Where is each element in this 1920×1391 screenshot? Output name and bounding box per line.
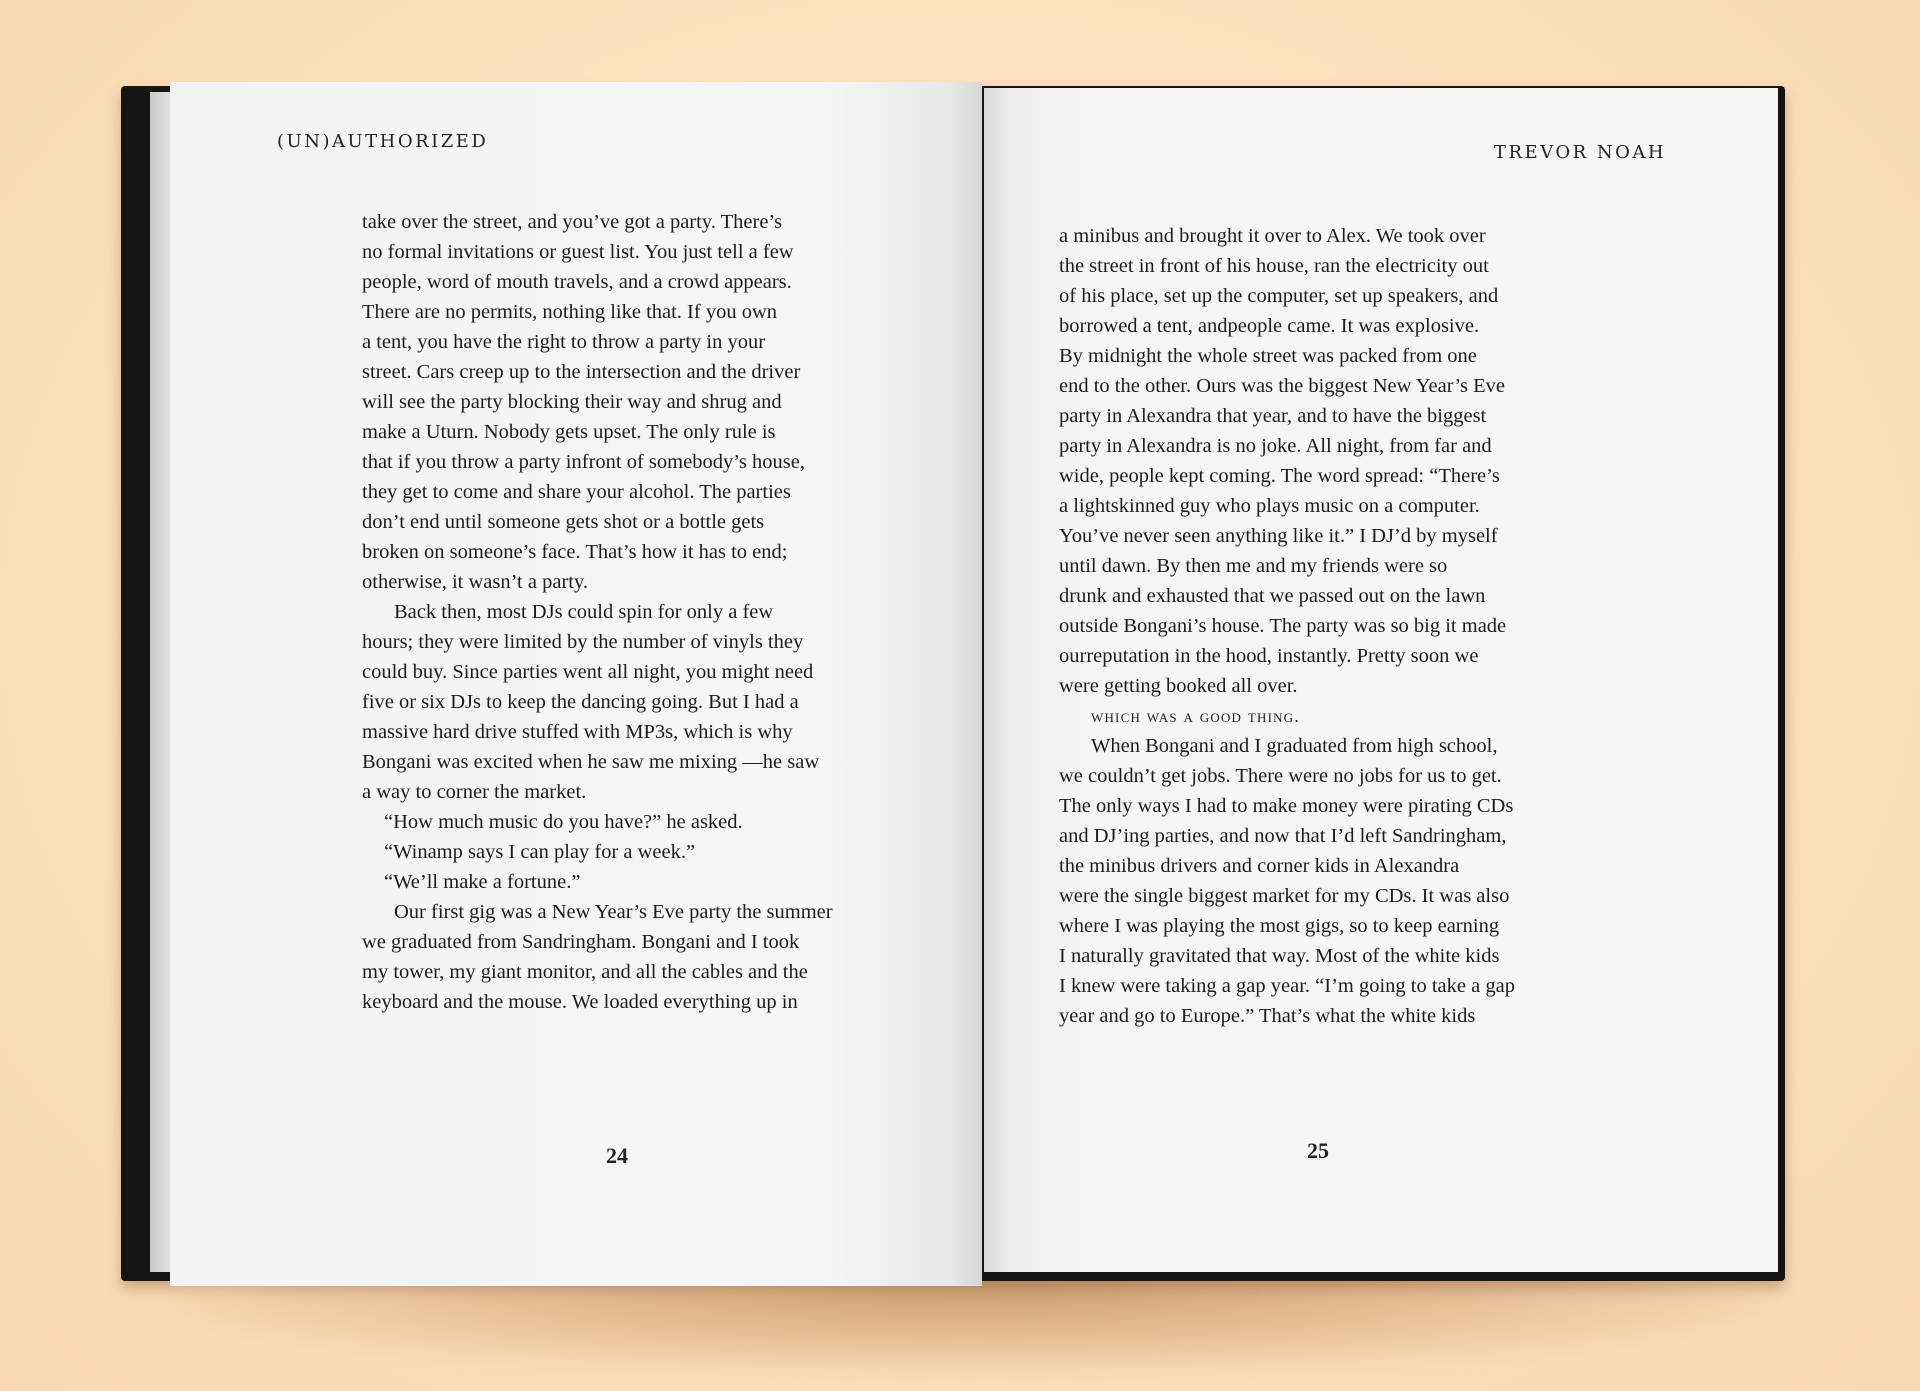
text-line: a minibus and brought it over to Alex. We took over — [1059, 225, 1486, 247]
text-line: they get to come and share your alcohol. The parties — [362, 481, 791, 503]
text-line: massive hard drive stuffed with MP3s, which is why — [362, 721, 793, 743]
text-line: and DJ’ing parties, and now that I’d left Sandringham, — [1059, 825, 1507, 847]
right-page-text — [1059, 221, 1619, 1031]
text-line: take over the street, and you’ve got a party. There’s — [362, 211, 783, 233]
page-number-left: 24 — [606, 1143, 628, 1168]
text-line: party in Alexandra that year, and to have the biggest — [1059, 405, 1487, 427]
text-line: hours; they were limited by the number of vinyls they — [362, 631, 804, 653]
text-line: borrowed a tent, andpeople came. It was explosive. — [1059, 315, 1480, 337]
text-line: a lightskinned guy who plays music on a computer. — [1059, 495, 1480, 517]
text-line: year and go to Europe.” That’s what the white kids — [1059, 1005, 1476, 1027]
text-line: drunk and exhausted that we passed out on the lawn — [1059, 585, 1486, 607]
text-line: don’t end until someone gets shot or a bottle gets — [362, 511, 765, 533]
text-line: Bongani was excited when he saw me mixing —he saw — [362, 751, 820, 773]
text-line: were the single biggest market for my CDs. It was also — [1059, 885, 1510, 907]
text-line: keyboard and the mouse. We loaded everything up in — [362, 991, 798, 1013]
text-line: wide, people kept coming. The word spread: “There’s — [1059, 465, 1500, 487]
text-line: Back then, most DJs could spin for only a few — [394, 601, 774, 623]
running-head-right: TREVOR NOAH — [1494, 142, 1667, 163]
text-line: we graduated from Sandringham. Bongani and I took — [362, 931, 800, 953]
text-line: outside Bongani’s house. The party was so big it made — [1059, 615, 1507, 637]
text-line: the street in front of his house, ran the electricity out — [1059, 255, 1489, 277]
text-line: where I was playing the most gigs, so to keep earning — [1059, 915, 1500, 937]
text-line: street. Cars creep up to the intersection and the driver — [362, 361, 801, 383]
text-line: The only ways I had to make money were pirating CDs — [1059, 795, 1514, 817]
page-edges — [150, 92, 172, 1272]
text-line: There are no permits, nothing like that. If you own — [362, 301, 778, 323]
page-number-right: 25 — [1307, 1138, 1329, 1163]
left-page-text — [362, 207, 922, 1017]
text-line: the minibus drivers and corner kids in Alexandra — [1059, 855, 1460, 877]
text-line: “Winamp says I can play for a week.” — [384, 841, 696, 863]
text-line: otherwise, it wasn’t a party. — [362, 571, 589, 593]
text-line: my tower, my giant monitor, and all the cables and the — [362, 961, 808, 983]
running-head-left: (UN)AUTHORIZED — [277, 131, 489, 152]
text-line: end to the other. Ours was the biggest New Year’s Eve — [1059, 375, 1505, 397]
text-line: “How much music do you have?” he asked. — [384, 811, 743, 833]
text-line: of his place, set up the computer, set up speakers, and — [1059, 285, 1499, 307]
text-line: which was a good thing. — [1091, 706, 1300, 726]
text-line: “We’ll make a fortune.” — [384, 871, 581, 893]
text-line: until dawn. By then me and my friends were so — [1059, 555, 1448, 577]
text-line: When Bongani and I graduated from high school, — [1091, 735, 1498, 757]
text-line: Our first gig was a New Year’s Eve party the summer — [394, 901, 833, 923]
text-line: no formal invitations or guest list. You just tell a few — [362, 241, 794, 263]
text-line: I naturally gravitated that way. Most of the white kids — [1059, 945, 1500, 967]
text-line: that if you throw a party infront of somebody’s house, — [362, 451, 805, 473]
text-line: make a Uturn. Nobody gets upset. The only rule is — [362, 421, 776, 443]
text-line: a tent, you have the right to throw a party in your — [362, 331, 766, 353]
text-line: a way to corner the market. — [362, 781, 587, 803]
text-line: By midnight the whole street was packed from one — [1059, 345, 1477, 367]
text-line: we couldn’t get jobs. There were no jobs for us to get. — [1059, 765, 1502, 787]
text-line: will see the party blocking their way and shrug and — [362, 391, 782, 413]
text-line: I knew were taking a gap year. “I’m going to take a gap — [1059, 975, 1515, 997]
text-line: party in Alexandra is no joke. All night, from far and — [1059, 435, 1492, 457]
text-line: ourreputation in the hood, instantly. Pretty soon we — [1059, 645, 1479, 667]
text-line: broken on someone’s face. That’s how it has to end; — [362, 541, 788, 563]
text-line: people, word of mouth travels, and a crowd appears. — [362, 271, 792, 293]
text-line: could buy. Since parties went all night, you might need — [362, 661, 814, 683]
text-line: You’ve never seen anything like it.” I DJ’d by myself — [1059, 525, 1498, 547]
text-line: were getting booked all over. — [1059, 675, 1298, 697]
text-line: five or six DJs to keep the dancing going. But I had a — [362, 691, 799, 713]
